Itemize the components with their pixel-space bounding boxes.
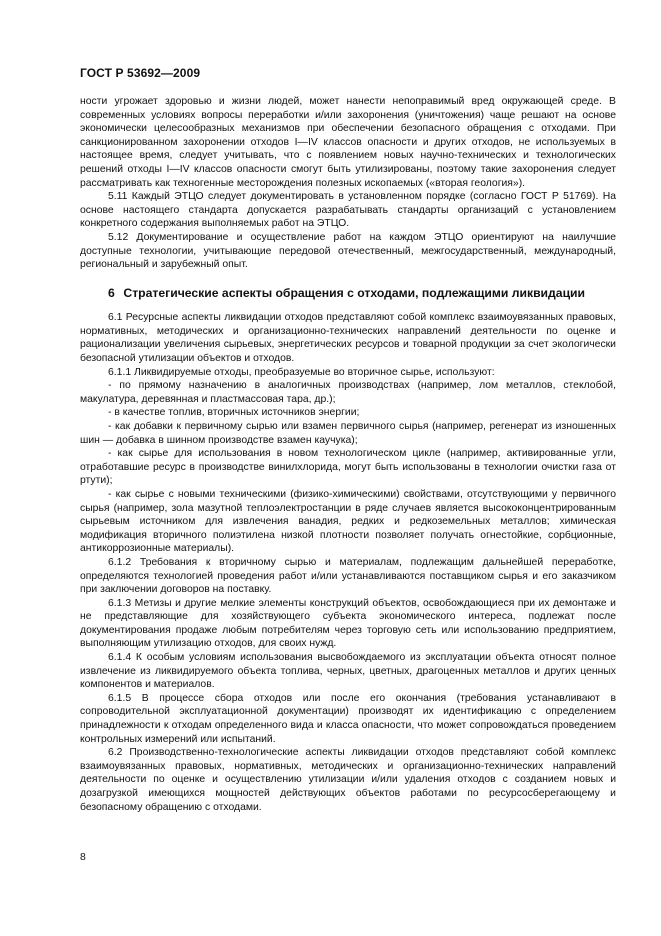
list-item: - в качестве топлив, вторичных источников энергии; [108, 407, 360, 419]
paragraph-continuation: ности угрожает здоровью и жизни людей, может нанести непоправимый вред окружающей среде. В современных условиях вопросы переработки и/или захоронения (уничтожения) чаще решают на основе экономически целесообразных механизмов при обеспечении безопасного обращения с отходами. При санкционированном захоронении отходов I—IV классов опасности и других отходов, не используемых в настоящее время, следует учитывать, что с появлением новых научно-технических и технологических решений отходы I—IV классов опасности смогут быть утилизированы, поэтому такие захоронения следует рассматривать как техногенные месторождения полезных ископаемых («вторая геология»). [80, 96, 616, 189]
section-heading [80, 286, 616, 302]
paragraph-6-2: 6.2 Производственно-технологические аспекты ликвидации отходов представляют собой комплекс взаимоувязанных правовых, нормативных, методических и организационно-технических направлений деятельности по оценке и осуществлению утилизации и/или удаления отходов с созданием новых и дозагрузкой имеющихся мощностей действующих объектов работами по ресурсосберегающему и безопасному обращению с отходами. [80, 747, 616, 813]
list-item: - как сырье для использования в новом технологическом цикле (например, активированные угли, отработавшие ресурс в производстве винилхлорида, могут быть использованы в технологии очистки газа от ртути); [80, 448, 616, 487]
paragraph-6-1-1: 6.1.1 Ликвидируемые отходы, преобразуемые во вторичное сырье, используют: [108, 366, 495, 378]
paragraph-5-12: 5.12 Документирование и осуществление работ на каждом ЭТЦО ориентируют на наилучшие доступные технологии, учитывающие передовой отечественный, межгосударственный, международный, региональный и зарубежный опыт. [80, 231, 616, 271]
list-item: - как сырье с новыми техническими (физико-химическими) свойствами, отсутствующими у первичного сырья (например, зола мазутной теплоэлектростанции в ряде случаев является высококонцентрированным сырьевым источником для извлечения ванадия, редких и редкоземельных металлов; химическая модификация вторичного полиэтилена низкой плотности позволяет получать огнестойкие, сорбционные, антикоррозионные материалы). [80, 488, 616, 555]
page-body [80, 95, 616, 814]
section-title: Стратегические аспекты обращения с отходами, подлежащими ликвидации [123, 285, 586, 300]
paragraph-6-1-2: 6.1.2 Требования к вторичному сырью и материалам, подлежащим дальнейшей переработке, определяются технологией проведения работ и/или устанавливаются поставщиком сырья и его заказчиком при заключении договоров на поставку. [80, 556, 616, 596]
paragraph-6-1-3: 6.1.3 Метизы и другие мелкие элементы конструкций объектов, освобождающиеся при их демонтаже и не представляющие для хозяйствующего субъекта экономического интереса, подлежат после документирования продаже любым потребителям через торговую сеть или использованию предприятием, выполняющим утилизацию отходов, для своих нужд. [80, 597, 616, 650]
paragraph-5-11: 5.11 Каждый ЭТЦО следует документировать в установленном порядке (согласно ГОСТ Р 51769). На основе настоящего стандарта допускается разрабатывать стандарты организаций с установлением конкретного содержания выполняемых работ на ЭТЦО. [80, 191, 616, 230]
section-number: 6 [108, 285, 115, 300]
page-number: 8 [80, 852, 86, 863]
paragraph-6-1-4: 6.1.4 К особым условиям использования высвобождаемого из эксплуатации объекта относят полное извлечение из ликвидируемого объекта топлива, черных, цветных, драгоценных металлов и других ценных компонентов и материалов. [80, 652, 616, 691]
document-header: ГОСТ Р 53692—2009 [80, 66, 201, 80]
paragraph-6-1-5: 6.1.5 В процессе сбора отходов или после его окончания (требования устанавливают в сопроводительной эксплуатационной документации) производят их идентификацию с определением принадлежности к отходам определенного вида и класса опасности, что может сопровождаться проведением контрольных измерений или испытаний. [80, 692, 616, 745]
list-item: - как добавки к первичному сырью или взамен первичного сырья (например, регенерат из изношенных шин — добавка в шинном производстве взамен каучука); [80, 420, 616, 446]
paragraph-6-1: 6.1 Ресурсные аспекты ликвидации отходов представляют собой комплекс взаимоувязанных правовых, нормативных, методических и организационно-технических направлений деятельности по оценке и рационализации увеличения сырьевых, энергетических ресурсов и товарной продукции за счет экологически безопасной утилизации объектов и отходов. [80, 312, 616, 364]
list-item: - по прямому назначению в аналогичных производствах (например, лом металлов, стеклобой, макулатура, деревянная и пластмассовая тара, др.); [80, 380, 616, 405]
